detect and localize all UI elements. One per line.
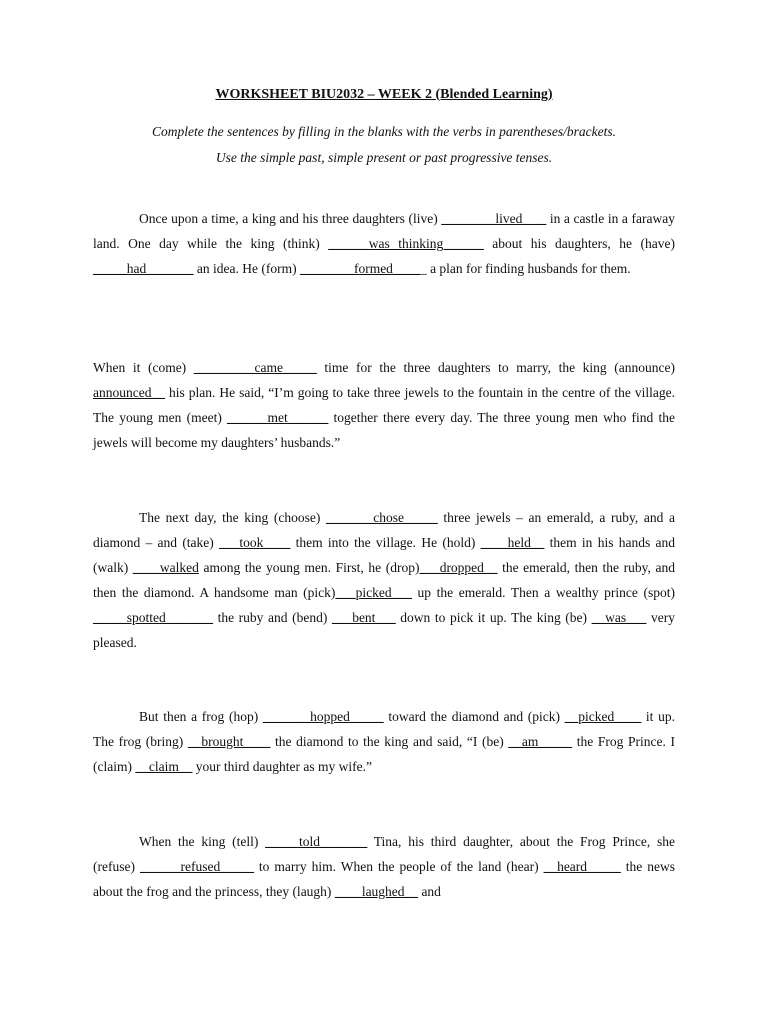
answer-blank: ___took____	[219, 535, 291, 550]
sentence-text: it up. The frog (bring)	[93, 709, 675, 749]
sentence-text: the news about the frog and the princess, they (laugh)	[93, 859, 676, 899]
answer-blank: ______refused_____	[139, 859, 254, 874]
answer-blank: announced__	[93, 385, 165, 400]
answer-blank: _____had_______	[93, 261, 194, 276]
sentence-text: his plan. He said, “I’m going to take three jewels to the fountain in the centre of the village. The young men (meet)	[93, 385, 675, 425]
answer-blank: ________lived_ __	[441, 211, 547, 226]
instruction-line-2: Use the simple past, simple present or past progressive tenses.	[215, 150, 553, 165]
answer-blank: __picked____	[564, 709, 642, 724]
sentence-text: about his daughters, he (have)	[483, 236, 675, 251]
sentence-text: to marry him. When the people of the land (hear)	[253, 859, 544, 874]
sentence-text: three jewels – an emerald, a ruby, and a diamond – and (take)	[93, 510, 675, 550]
sentence-text: But then a frog (hop)	[139, 709, 263, 724]
answer-blank: __heard_____	[543, 859, 621, 874]
sentence-text: your third daughter as my wife.”	[192, 759, 372, 774]
sentence-text: When the king (tell)	[139, 834, 266, 849]
sentence-text: in a castle in a faraway land. One day while the king (think)	[93, 211, 675, 251]
answer-blank: __claim__	[135, 759, 193, 774]
sentence-text: the diamond to the king and said, “I (be)	[270, 734, 509, 749]
answer-blank: ___bent___	[331, 610, 396, 625]
paragraph-3	[93, 505, 675, 655]
sentence-text: the ruby and (bend)	[213, 610, 332, 625]
sentence-text: and	[418, 884, 441, 899]
sentence-text: The next day, the king (choose)	[139, 510, 326, 525]
answer-blank: _____told_______	[265, 834, 368, 849]
paragraph-4	[93, 704, 675, 779]
sentence-text: Tina, his third daughter, about the Frog Prince, she (refuse)	[93, 834, 675, 874]
sentence-text: among the young men. First, he (drop)	[198, 560, 420, 575]
answer-blank: __was___	[591, 610, 647, 625]
answer-blank: ___dropped__	[419, 560, 498, 575]
sentence-text: _ a plan for finding husbands for them.	[419, 261, 631, 276]
sentence-text: them into the village. He (hold)	[290, 535, 481, 550]
answer-blank: ________formed____	[299, 261, 420, 276]
answer-blank: _______hopped_____	[262, 709, 384, 724]
worksheet-title: WORKSHEET BIU2032 – WEEK 2 (Blended Learning)	[215, 87, 553, 102]
answer-blank: ____walked	[132, 560, 199, 575]
sentence-text: the Frog Prince. I (claim)	[93, 734, 676, 774]
answer-blank: _____spotted_______	[93, 610, 213, 625]
paragraph-5	[93, 829, 675, 904]
sentence-text: time for the three daughters to marry, the king (announce)	[316, 360, 675, 375]
sentence-text: together there every day. The three young men who find the jewels will become my daughters’ husbands.”	[93, 410, 675, 450]
answer-blank: ______met______	[227, 410, 329, 425]
answer-blank: __brought____	[187, 734, 271, 749]
sentence-text: the emerald, then the ruby, and then the diamond. A handsome man (pick)	[93, 560, 675, 600]
sentence-text: toward the diamond and (pick)	[383, 709, 565, 724]
answer-blank: ____laughed__	[334, 884, 419, 899]
paragraph-1	[93, 206, 675, 281]
answer-blank: ___picked___	[335, 585, 412, 600]
sentence-text: Once upon a time, a king and his three daughters (live)	[139, 211, 442, 226]
sentence-text: down to pick it up. The king (be)	[395, 610, 592, 625]
sentence-text: up the emerald. Then a wealthy prince (spot)	[411, 585, 675, 600]
answer-blank: ____held__	[480, 535, 545, 550]
answer-blank: ______was thinking______	[328, 236, 484, 251]
instruction-line-1: Complete the sentences by filling in the blanks with the verbs in parentheses/brackets.	[151, 124, 617, 139]
paragraph-2	[93, 355, 675, 455]
sentence-text: very pleased.	[93, 610, 675, 650]
sentence-text: When it (come)	[93, 360, 194, 375]
sentence-text: an idea. He (form)	[193, 261, 300, 276]
answer-blank: __am_____	[508, 734, 573, 749]
answer-blank: _________came_____	[193, 360, 317, 375]
answer-blank: _______chose_____	[326, 510, 438, 525]
sentence-text: them in his hands and (walk)	[93, 535, 675, 575]
